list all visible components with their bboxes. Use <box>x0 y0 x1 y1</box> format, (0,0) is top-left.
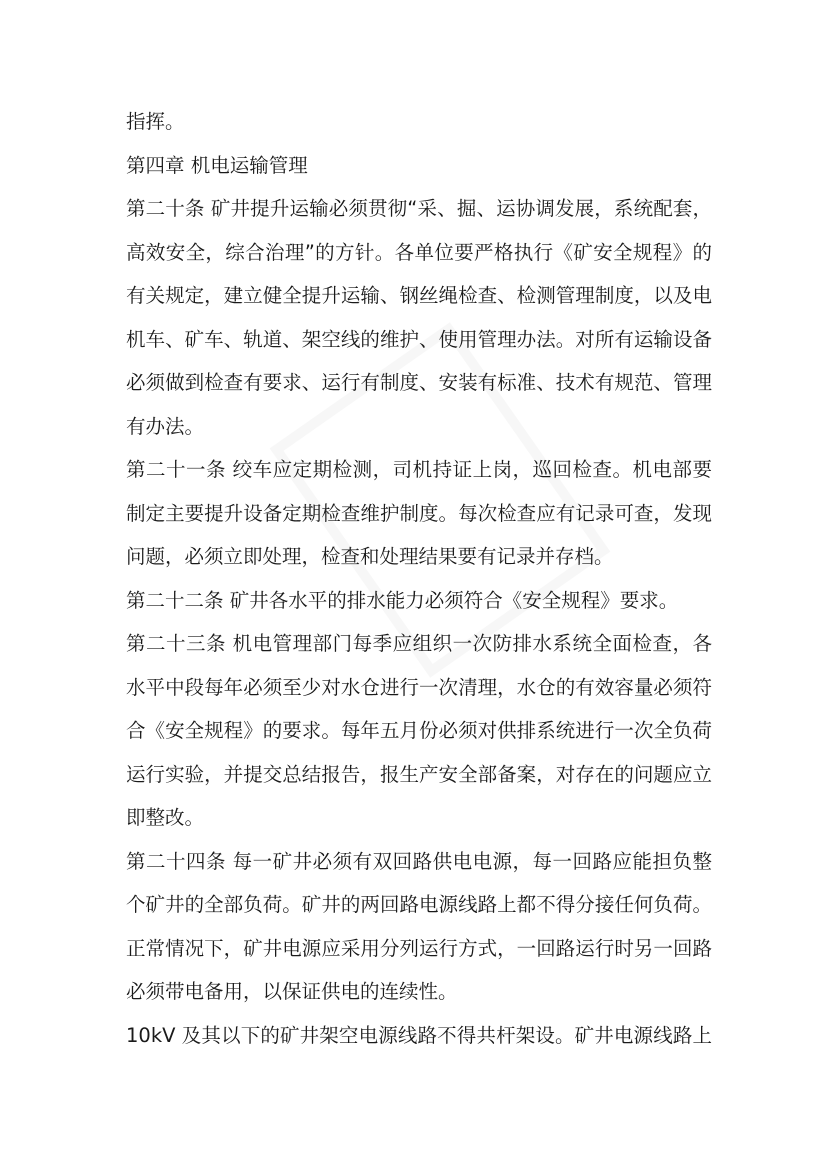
text-line: 第四章 机电运输管理 <box>126 153 308 177</box>
text-line: 有关规定，建立健全提升运输、钢丝绳检查、检测管理制度，以及电 <box>126 284 712 307</box>
text-line: 合《安全规程》的要求。每年五月份必须对供排系统进行一次全负荷 <box>126 719 712 742</box>
text-line: 必须带电备用，以保证供电的连续性。 <box>126 980 458 1003</box>
text-line: 指挥。 <box>126 110 185 133</box>
text-line: 即整改。 <box>126 806 205 829</box>
text-line: 第二十四条 每一矿井必须有双回路供电电源，每一回路应能担负整 <box>126 849 712 873</box>
text-line: 10kV 及其以下的矿井架空电源线路不得共杆架设。矿井电源线路上 <box>126 1023 712 1047</box>
text-line: 制定主要提升设备定期检查维护制度。每次检查应有记录可查，发现 <box>126 501 712 525</box>
text-line: 有办法。 <box>126 414 205 438</box>
document-body <box>126 100 712 1057</box>
text-line: 高效安全，综合治理”的方针。各单位要严格执行《矿安全规程》的 <box>126 240 712 264</box>
text-line: 第二十一条 绞车应定期检测，司机持证上岗，巡回检查。机电部要 <box>126 458 712 481</box>
text-line: 机车、矿车、轨道、架空线的维护、使用管理办法。对所有运输设备 <box>126 327 712 351</box>
text-line: 正常情况下，矿井电源应采用分列运行方式，一回路运行时另一回路 <box>126 936 712 960</box>
text-line: 运行实验，并提交总结报告，报生产安全部备案，对存在的问题应立 <box>126 762 712 786</box>
text-line: 问题，必须立即处理，检查和处理结果要有记录并存档。 <box>126 545 614 568</box>
text-line: 第二十条 矿井提升运输必须贯彻“采、掘、运协调发展，系统配套， <box>126 197 712 220</box>
text-line: 个矿井的全部负荷。矿井的两回路电源线路上都不得分接任何负荷。 <box>126 893 712 916</box>
text-line: 第二十二条 矿井各水平的排水能力必须符合《安全规程》要求。 <box>126 588 679 612</box>
text-line: 水平中段每年必须至少对水仓进行一次清理，水仓的有效容量必须符 <box>126 675 712 699</box>
text-line: 必须做到检查有要求、运行有制度、安装有标准、技术有规范、管理 <box>126 371 712 394</box>
text-line: 第二十三条 机电管理部门每季应组织一次防排水系统全面检查，各 <box>126 632 712 655</box>
